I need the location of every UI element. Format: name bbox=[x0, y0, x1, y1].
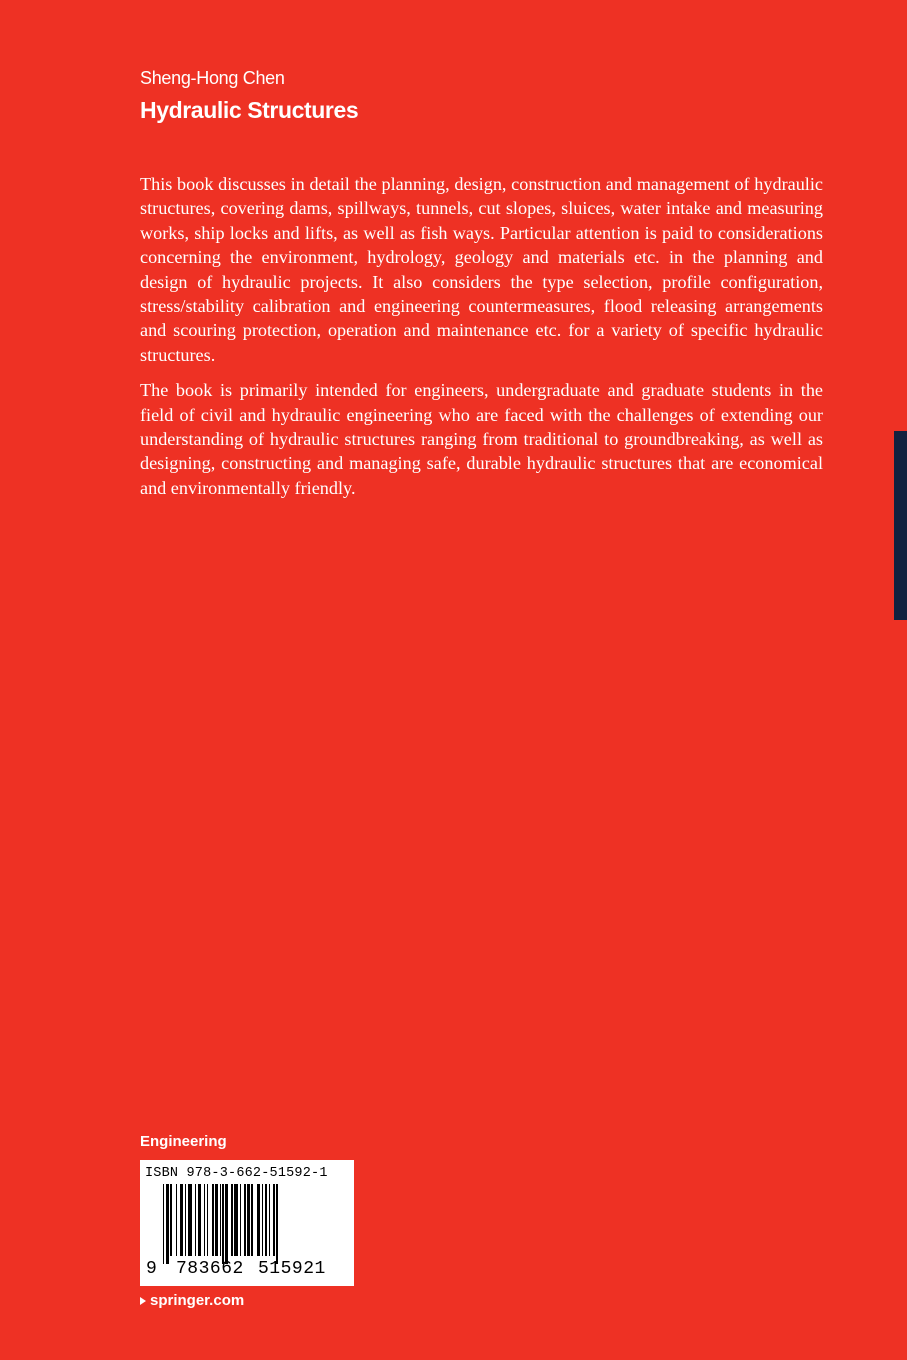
subject-category: Engineering bbox=[140, 1133, 227, 1150]
barcode-bar bbox=[225, 1184, 228, 1264]
barcode-bar bbox=[212, 1184, 213, 1256]
description-paragraph: This book discusses in detail the planning, design, construction and management of hydraulic structures, covering dams, spillways, tunnels, cut slopes, sluices, water intake and measuring works, ship locks and lifts, as well as fish ways. Particular attention is paid to considerations concerning the environment, hydrology, geology and materials etc. in the planning and design of hydraulic projects. It also considers the type selection, profile configuration, stress/stability calibration and engineering countermeasures, flood releasing arrangements and scouring protection, operation and maintenance etc. for a variety of specific hydraulic structures. bbox=[140, 174, 823, 365]
barcode-bar bbox=[234, 1184, 238, 1256]
barcode-bar bbox=[251, 1184, 252, 1256]
barcode-bar bbox=[273, 1184, 274, 1256]
barcode-bar bbox=[265, 1184, 268, 1256]
barcode-bar bbox=[222, 1184, 223, 1264]
barcode-bar bbox=[262, 1184, 263, 1256]
spine-color-mark bbox=[894, 431, 907, 620]
barcode-bar bbox=[170, 1184, 171, 1256]
website-label: springer.com bbox=[150, 1292, 245, 1309]
arrow-right-icon bbox=[140, 1297, 146, 1305]
barcode-bar bbox=[180, 1184, 183, 1256]
ean-right-digits: 515921 bbox=[258, 1259, 326, 1279]
barcode-bar bbox=[176, 1184, 177, 1256]
barcode-bar bbox=[185, 1184, 186, 1256]
book-title: Hydraulic Structures bbox=[140, 97, 359, 123]
barcode-bar bbox=[204, 1184, 205, 1256]
barcode-bar bbox=[240, 1184, 241, 1256]
barcode-bar bbox=[166, 1184, 169, 1264]
ean-lead-digit: 9 bbox=[146, 1259, 157, 1279]
barcode-bar bbox=[215, 1184, 218, 1256]
isbn-number: ISBN 978-3-662-51592-1 bbox=[145, 1166, 328, 1181]
barcode-bar bbox=[244, 1184, 245, 1256]
book-description bbox=[140, 172, 823, 511]
barcode-bar bbox=[195, 1184, 196, 1256]
barcode-bar bbox=[247, 1184, 250, 1256]
author-name: Sheng-Hong Chen bbox=[140, 68, 285, 88]
barcode-bar bbox=[269, 1184, 270, 1256]
barcode-bar bbox=[231, 1184, 232, 1256]
isbn-barcode bbox=[140, 1160, 354, 1286]
barcode-bar bbox=[207, 1184, 208, 1256]
barcode-bar bbox=[257, 1184, 260, 1256]
description-paragraph: The book is primarily intended for engineers, undergraduate and graduate students in the field of civil and hydraulic engineering who are faced with the challenges of extending our understanding of hydraulic structures ranging from traditional to groundbreaking, as well as designing, constructing and managing safe, durable hydraulic structures that are economical and environmentally friendly. bbox=[140, 380, 823, 498]
barcode-bar bbox=[198, 1184, 201, 1256]
barcode-bar bbox=[163, 1184, 164, 1264]
barcode-bar bbox=[220, 1184, 221, 1256]
barcode-bars bbox=[163, 1184, 345, 1264]
ean-left-digits: 783662 bbox=[176, 1259, 244, 1279]
barcode-bar bbox=[276, 1184, 277, 1264]
publisher-website[interactable] bbox=[140, 1292, 244, 1309]
barcode-bar bbox=[188, 1184, 192, 1256]
